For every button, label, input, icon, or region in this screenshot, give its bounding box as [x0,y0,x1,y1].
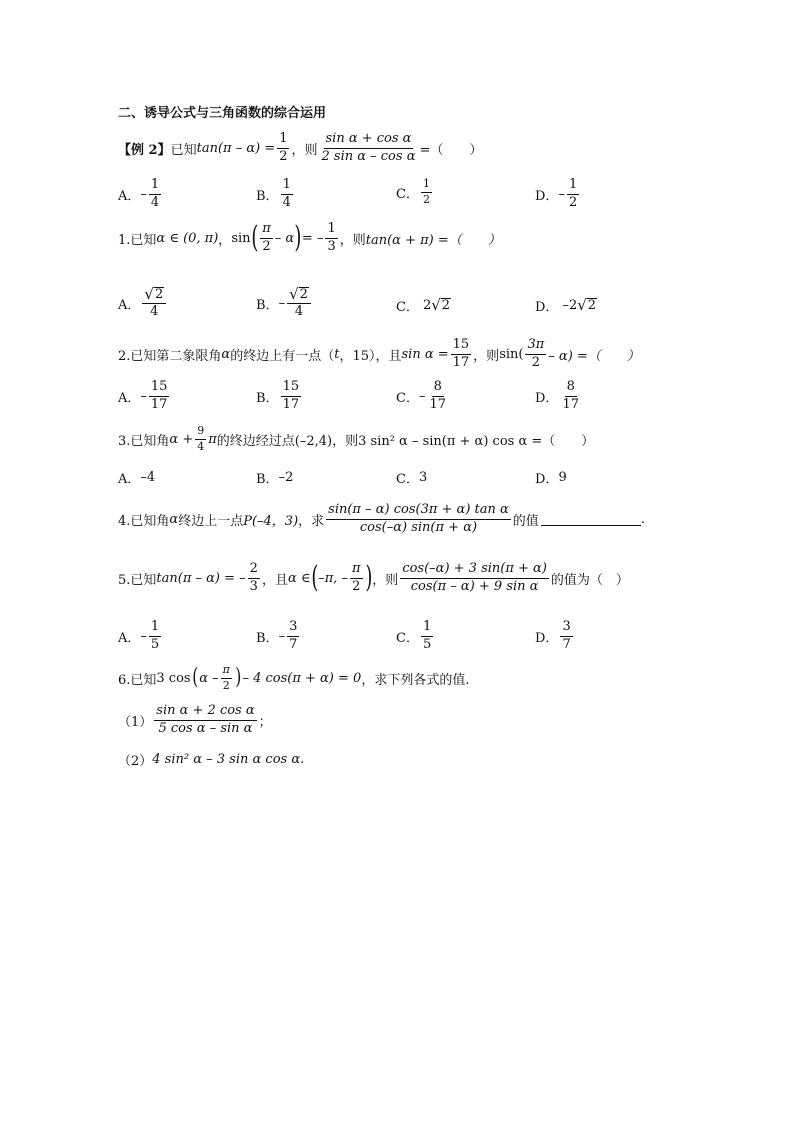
denominator: 2 [531,354,541,370]
question-4 [118,503,645,536]
option-b [256,380,303,413]
question-3 [118,425,594,453]
numerator: 1 [421,620,433,637]
option-c [396,620,435,653]
denominator: 2 [352,578,361,594]
numerator: 1 [281,178,293,195]
sqrt-expression [577,298,597,313]
right-paren: ) [364,560,372,596]
sub1-fraction [154,704,256,737]
expression: – 4 cos(π + α) = 0 [242,670,362,686]
numerator: 15 [281,380,302,397]
text: ，15），且 [339,348,402,364]
text: 的终边上有一点（ [230,348,335,364]
option-d [535,178,581,211]
text: 的值 [512,513,539,529]
numerator: sin α + 2 cos α [154,704,256,721]
section-title [118,102,326,121]
denominator: cos(–α) sin(π + α) [359,519,478,535]
option-sign: – [418,388,426,404]
option-letter: C． [396,390,419,406]
numerator: 1 [421,178,432,193]
text: 的值为（ ） [550,572,629,588]
denominator: 4 [197,439,205,453]
sin-label: sin [231,230,251,246]
text: = – [301,230,324,246]
text: – α [274,230,295,246]
option-b [256,468,293,487]
sqrt-icon: √ [144,285,154,304]
tan-value-fraction [248,562,260,595]
denominator: 3 [327,238,336,254]
numerator: 1 [277,132,289,149]
question-prefix: 4.已知角 [118,513,170,529]
option-letter: D． [535,390,559,406]
text: ，则 [473,348,500,364]
sqrt-numerator [142,287,166,304]
sqrt-expression [431,298,451,313]
option-fraction [149,620,161,653]
numerator: 3 [287,620,299,637]
option-c [396,380,450,413]
denominator: 3 [249,578,258,594]
pi-over-2 [260,222,273,255]
question-6 [118,664,469,692]
expression: 3 sin² α – sin(π + α) cos α =（ ） [358,433,595,449]
text: 终边上一点 [178,513,244,529]
option-d [535,620,575,653]
numerator: π [221,664,232,679]
text: sin( [499,346,524,362]
radicand: 2 [587,297,597,313]
option-fraction [427,380,448,413]
sub-label: （2） [118,754,153,769]
text: ，求下列各式的值. [361,672,470,688]
text: ，且 [261,572,288,588]
question-6-part-1 [118,704,272,737]
question-prefix: 6.已知 [118,672,157,688]
text: ，则 [291,142,318,158]
option-fraction [421,620,433,653]
option-letter: B． [256,390,279,406]
text: α + [169,431,194,447]
question-5 [118,562,629,595]
sqrt-numerator [287,287,311,304]
option-letter: A． [118,188,141,204]
option-sign: – [558,186,565,202]
section-title-text: 二、诱导公式与三角函数的综合运用 [118,106,327,121]
numerator: 15 [451,338,472,355]
option-b [256,620,301,653]
option-fraction [142,287,166,320]
question-6-part-2 [118,750,304,769]
denominator: 2 [262,238,271,254]
main-fraction [320,132,418,165]
three-pi-over-2 [525,338,546,371]
main-fraction [326,503,511,536]
denominator: cos(π – α) + 9 sin α [410,578,539,594]
variable-t: t [334,346,340,362]
option-letter: D． [535,188,559,204]
radicand: 2 [441,297,451,313]
denominator: 2 [568,194,578,210]
denominator: 2 [222,678,230,692]
question-prefix: 3.已知角 [118,433,170,449]
sin-expression: sin α = [401,346,449,362]
option-d [535,380,583,413]
tan-expression: tan(π – α) = – [156,570,246,586]
option-value: –2 [278,470,294,485]
option-fraction [281,380,302,413]
numerator: 1 [149,178,161,195]
value-fraction [325,222,337,255]
text: . [640,511,645,527]
condition: α ∈ (0, π) [156,230,219,246]
denominator: 2 [422,192,430,206]
denominator: 2 [279,148,288,164]
denominator: 17 [562,396,579,412]
option-d [535,468,567,487]
text: ，则 [372,572,399,588]
numerator: 3 [560,620,572,637]
denominator: 17 [429,396,446,412]
text: ，则 [339,232,366,248]
option-d [535,296,597,315]
question-prefix: 1.已知 [118,232,157,248]
expression: 4 sin² α – 3 sin α cos α [152,752,301,767]
left-paren: ( [250,220,258,256]
denominator: 4 [150,194,160,210]
option-sign: – [140,628,147,644]
sqrt-icon: √ [577,296,587,315]
option-sign: – [278,296,286,312]
nine-quarters-fraction [195,425,206,453]
numerator: 15 [149,380,170,397]
radicand: 2 [154,287,164,302]
numerator: 3π [525,338,546,355]
option-letter: C． [396,186,419,202]
denominator: 17 [150,396,168,412]
interval-start: –π, – [318,570,349,586]
option-fraction [287,287,311,320]
right-paren: ) [235,665,242,691]
option-value: –4 [140,470,156,485]
coefficient: 2 [422,298,432,313]
option-fraction [281,178,293,211]
option-letter: D． [535,630,559,646]
option-letter: D． [535,300,559,315]
denominator: 5 [150,636,160,652]
option-c [396,468,427,487]
alpha-symbol: α [169,511,179,527]
option-letter: D． [535,472,559,487]
text: 已知 [170,142,197,158]
option-b [256,178,295,211]
pi-over-2 [350,562,363,595]
option-fraction [567,178,579,211]
alpha-symbol: α [221,346,231,362]
tan-expression: tan(α + π) =（ ） [365,232,501,248]
option-letter: B． [256,188,279,204]
expression: 3 cos [156,670,191,686]
denominator: 7 [562,636,571,652]
coefficient: –2 [562,298,578,313]
answer-blank: =（ ） [419,142,483,158]
option-c [396,178,434,206]
option-sign: – [278,628,286,644]
denominator: 2 sin α – cos α [321,148,416,164]
numerator: 8 [565,380,577,397]
example2-question [118,132,482,165]
left-paren: ( [310,560,318,596]
option-letter: A． [118,390,141,406]
option-letter: C． [396,630,419,646]
option-letter: A． [118,298,141,314]
option-a [118,620,163,653]
option-a [118,287,168,320]
example-label: 【例 2】 [118,142,171,158]
option-c [396,296,451,315]
option-value: 3 [418,470,428,485]
option-letter: C． [396,472,419,487]
numerator: 8 [432,380,444,397]
numerator: 1 [325,222,337,239]
numerator: 1 [149,620,161,637]
sqrt-icon: √ [289,285,299,304]
denominator: 4 [282,194,291,210]
text: ，求 [298,513,325,529]
sin-value-fraction [451,338,472,371]
numerator: sin(π – α) cos(3π + α) tan α [326,503,511,520]
option-fraction [149,178,161,211]
question-1 [118,222,501,255]
option-sign: – [140,186,147,202]
numerator: 9 [195,425,206,440]
text: – α) =（ ） [548,348,640,364]
denominator: 4 [150,304,159,320]
option-fraction [560,620,572,653]
pi-over-2 [221,664,232,692]
option-a [118,380,171,413]
option-a [118,468,155,487]
option-fraction [560,380,581,413]
answer-blank[interactable] [541,513,641,526]
option-letter: B． [256,472,279,487]
numerator: sin α + cos α [324,132,414,149]
question-prefix: 5.已知 [118,572,157,588]
option-fraction [149,380,170,413]
question-prefix: 2.已知第二象限角 [118,348,222,364]
numerator: 2 [248,562,260,579]
sub-label: （1） [118,714,153,730]
main-fraction [400,562,549,595]
pi-symbol: π [208,431,217,447]
option-letter: A． [118,630,141,646]
option-letter: B． [256,630,279,646]
denominator: 4 [294,304,304,320]
numerator: 1 [567,178,579,195]
denominator: 17 [452,354,470,370]
option-letter: B． [256,298,279,314]
question-2 [118,338,640,371]
fraction-half [277,132,289,165]
denominator: 5 cos α – sin α [158,720,253,736]
point: P(–4，3) [243,513,299,529]
numerator: π [350,562,363,579]
denominator: 7 [289,636,298,652]
text: ， [218,232,232,248]
option-fraction [287,620,299,653]
numerator: cos(–α) + 3 sin(π + α) [400,562,549,579]
option-b [256,287,313,320]
denominator: 17 [282,396,300,412]
text: α ∈ [287,570,311,586]
option-a [118,178,163,211]
option-value: 9 [558,470,567,485]
sqrt-icon: √ [431,296,441,315]
option-sign: – [140,388,147,404]
radicand: 2 [299,287,308,302]
option-letter: A． [118,472,141,487]
text: 的终边经过点(–2,4)，则 [216,433,359,449]
text: α – [199,670,219,686]
numerator: π [260,222,273,239]
denominator: 5 [422,636,432,652]
right-paren: ) [294,220,302,256]
option-letter: C． [396,300,419,315]
option-fraction [421,178,432,206]
text: . [300,752,305,767]
tan-expression: tan(π – α) = [196,140,276,156]
text: ； [258,714,272,730]
left-paren: ( [191,665,198,691]
